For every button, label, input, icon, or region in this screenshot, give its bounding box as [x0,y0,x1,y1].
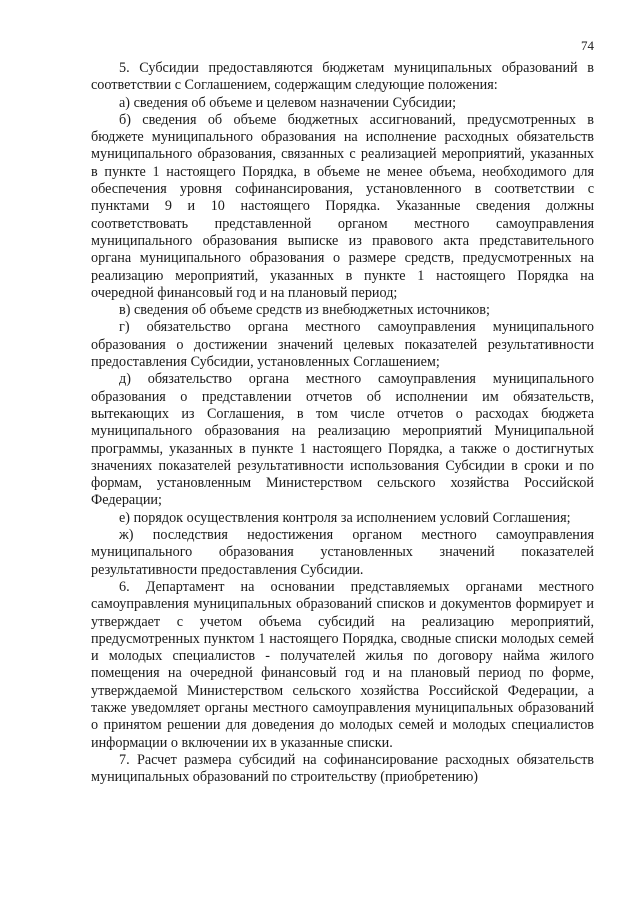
paragraph-5-intro: 5. Субсидии предоставляются бюджетам муниципальных образований в соответствии с Соглашением, содержащим следующие положения: [91,60,594,94]
paragraph-5g: г) обязательство органа местного самоуправления муниципального образования о достижении значений целевых показателей результативности предоставления Субсидии, установленных Соглашением; [91,319,594,371]
paragraph-7: 7. Расчет размера субсидий на софинансирование расходных обязательств муниципальных образований по строительству (приобретению) [91,751,594,786]
paragraph-5a: а) сведения об объеме и целевом назначении Субсидии; [119,94,457,111]
paragraph-5d: д) обязательство органа местного самоуправления муниципального образования о представлении отчетов об исполнении им обязательств, вытекающих из Соглашения, в том числе отчетов о расходах бюджета муниципального образования на реализацию мероприятий Муниципальной программы, указанных в пункте 1 настоящего Порядка, а также о достигнутых значениях показателей результативности использования Субсидии в сроки и по формам, установленным Министерством сельского хозяйства Российской Федерации; [91,371,594,509]
paragraph-6: 6. Департамент на основании представляемых органами местного самоуправления муниципальных образований списков и документов формирует и утверждает с учетом объема субсидий на реализацию мероприятий, предусмотренных пунктом 1 настоящего Порядка, сводные списки молодых семей и молодых специалистов - получателей жилья по договору найма жилого помещения на очередной финансовый год и на плановый период по форме, утверждаемой Министерством сельского хозяйства Российской Федерации, а также уведомляет органы местного самоуправления муниципальных образований о принятом решении для доведения до молодых семей и молодых специалистов информации о включении их в указанные списки. [91,578,594,751]
page-number: 74 [581,38,594,53]
paragraph-5b: б) сведения об объеме бюджетных ассигнований, предусмотренных в бюджете муниципального образования на исполнение расходных обязательств муниципального образования, связанных с реализацией мероприятий, указанных в пункте 1 настоящего Порядка, в объеме не менее объема, необходимого для обеспечения уровня софинансирования, установленного в соответствии с пунктами 9 и 10 настоящего Порядка. Указанные сведения должны соответствовать представленной органом местного самоуправления муниципального образования выписке из правового акта представительного органа муниципального образования о размере средств, предусмотренных на реализацию мероприятий, указанных в пункте 1 настоящего Порядка на очередной финансовый год и на плановый период; [91,111,594,301]
paragraph-5e: е) порядок осуществления контроля за исполнением условий Соглашения; [119,509,571,526]
document-body [91,60,594,786]
paragraph-5zh: ж) последствия недостижения органом местного самоуправления муниципального образования установленных значений показателей результативности предоставления Субсидии. [91,527,594,578]
paragraph-5v: в) сведения об объеме средств из внебюджетных источников; [119,302,490,319]
